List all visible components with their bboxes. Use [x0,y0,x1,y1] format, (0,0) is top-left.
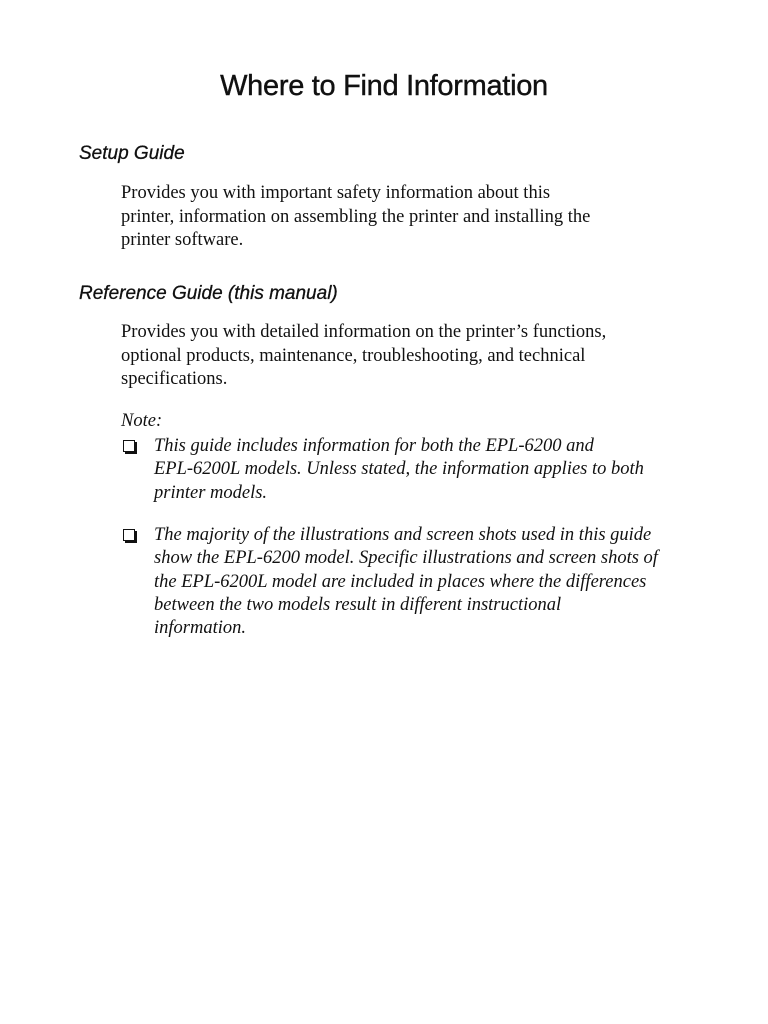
note-item-text: This guide includes information for both the EPL-6200 and EPL-6200L models. Unless stated, the information applies to both printer models. [154,436,644,503]
section-heading-reference-guide: Reference Guide (this manual) [79,283,338,304]
note-label: Note: [121,411,163,431]
note-item-text: The majority of the illustrations and screen shots used in this guide show the EPL-6200 model. Specific illustrations and screen shots of the EPL-6200L model are included in places where the differences between the two models result in different instructional information. [154,525,658,639]
checkbox-icon [123,440,135,452]
section-heading-setup-guide: Setup Guide [79,143,185,164]
checkbox-icon [123,529,135,541]
section-body-setup-guide: Provides you with important safety information about this printer, information on assembling the printer and installing the printer software. [121,183,591,250]
page-title: Where to Find Information [220,70,548,102]
section-body-reference-guide: Provides you with detailed information on the printer’s functions, optional products, maintenance, troubleshooting, and technical specifications. [121,322,607,389]
